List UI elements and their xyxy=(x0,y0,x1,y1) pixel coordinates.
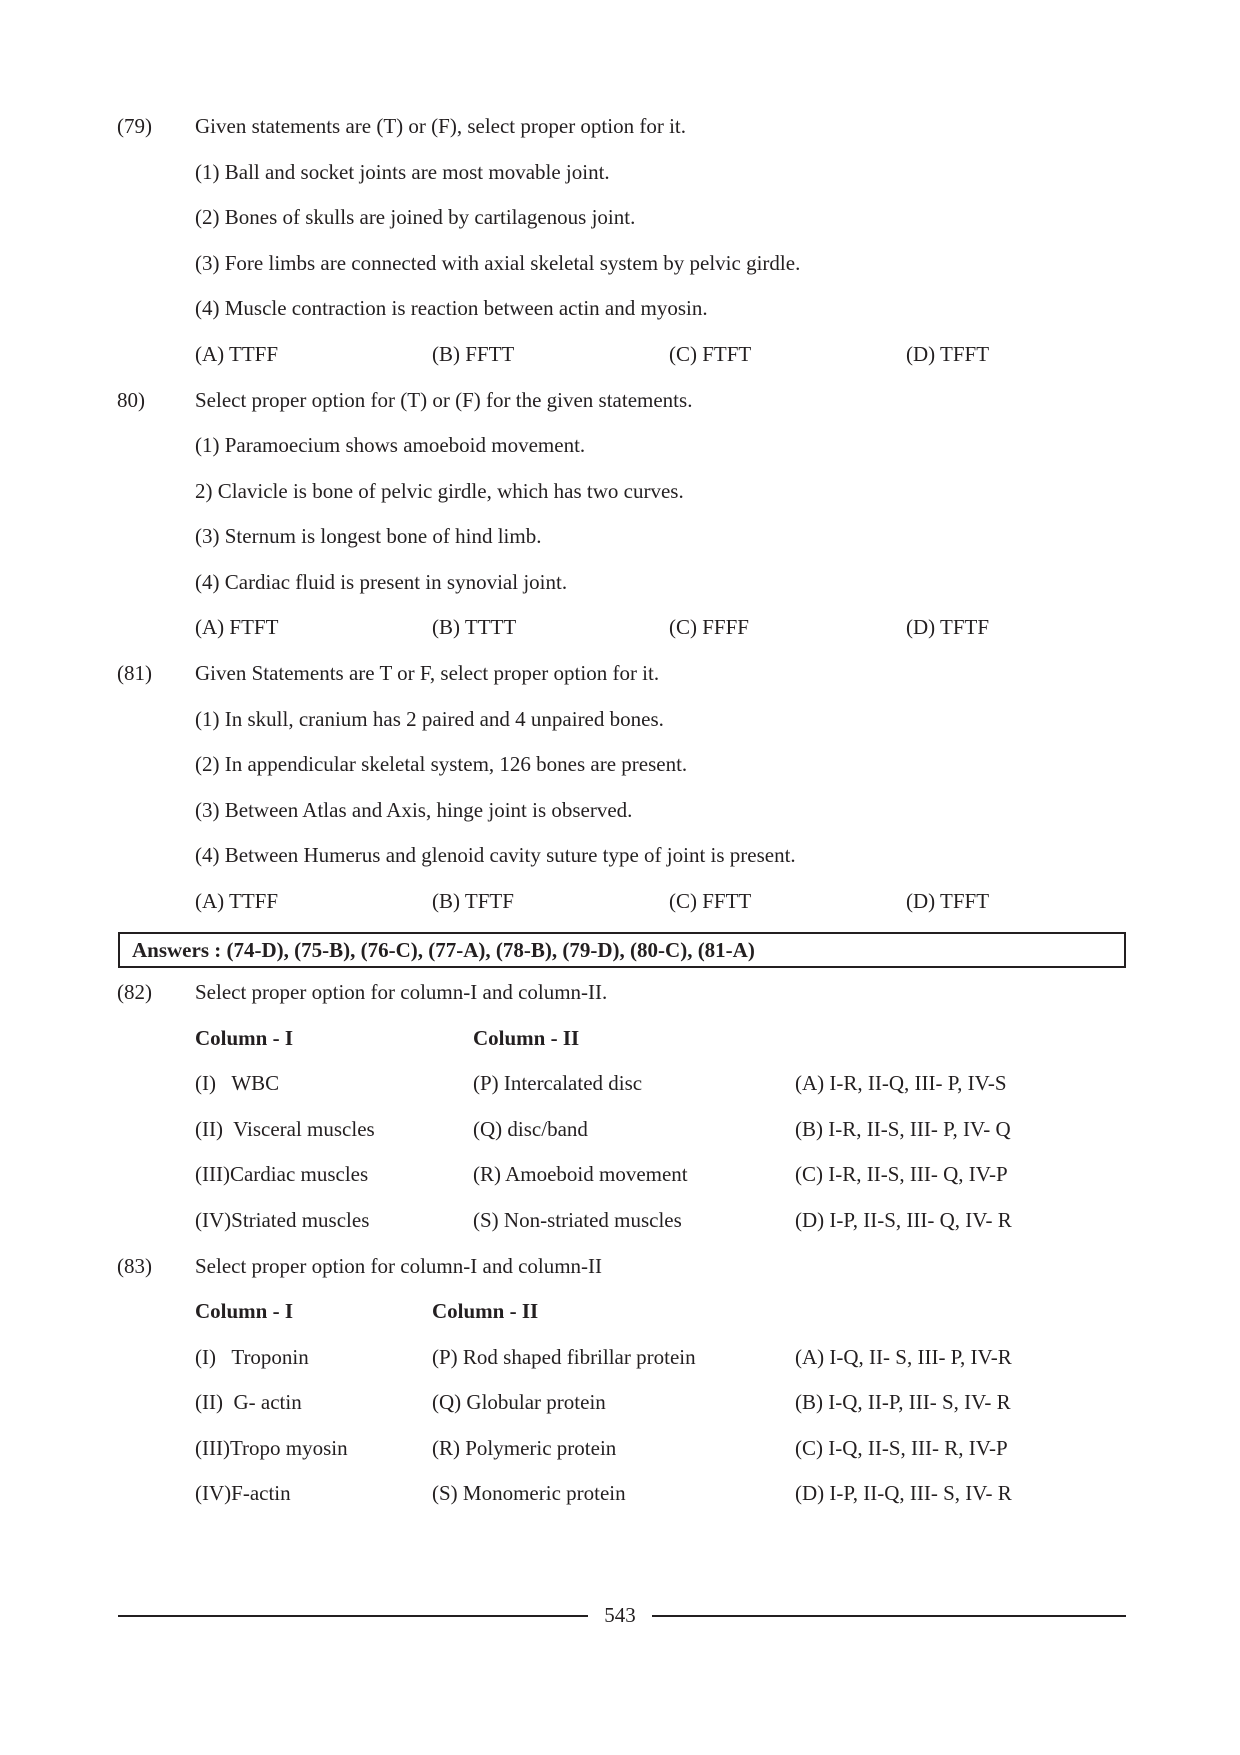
option-a: (A) TTFF xyxy=(195,342,279,366)
column-1-item: (III)Cardiac muscles xyxy=(195,1162,369,1186)
column-2-item: (S) Monomeric protein xyxy=(432,1481,626,1505)
column-2-item: (Q) disc/band xyxy=(473,1117,588,1141)
column-1-item: (IV)F-actin xyxy=(195,1481,291,1505)
option-b: (B) TTTT xyxy=(432,615,517,639)
statement: (3) Sternum is longest bone of hind limb. xyxy=(195,524,542,548)
option-a: (A) TTFF xyxy=(195,889,279,913)
option-c: (C) I-R, II-S, III- Q, IV-P xyxy=(795,1162,1008,1186)
option-c: (C) FFTT xyxy=(669,889,752,913)
statement: (1) In skull, cranium has 2 paired and 4 unpaired bones. xyxy=(195,707,664,731)
page-number: 543 xyxy=(604,1603,636,1627)
option-d: (D) TFFT xyxy=(906,342,990,366)
option-a: (A) I-R, II-Q, III- P, IV-S xyxy=(795,1071,1007,1095)
statement: (4) Between Humerus and glenoid cavity suture type of joint is present. xyxy=(195,843,796,867)
statement: (3) Fore limbs are connected with axial skeletal system by pelvic girdle. xyxy=(195,251,801,275)
column-2-item: (P) Intercalated disc xyxy=(473,1071,643,1095)
option-d: (D) I-P, II-S, III- Q, IV- R xyxy=(795,1208,1012,1232)
option-d: (D) TFFT xyxy=(906,889,990,913)
column-2-header: Column - II xyxy=(473,1026,580,1050)
statement: (1) Ball and socket joints are most movable joint. xyxy=(195,160,610,184)
statement: (3) Between Atlas and Axis, hinge joint is observed. xyxy=(195,798,633,822)
option-b: (B) I-R, II-S, III- P, IV- Q xyxy=(795,1117,1011,1141)
footer-rule-left xyxy=(118,1615,588,1617)
statement: (4) Cardiac fluid is present in synovial joint. xyxy=(195,570,568,594)
column-2-item: (S) Non-striated muscles xyxy=(473,1208,682,1232)
column-2-header: Column - II xyxy=(432,1299,539,1323)
column-1-item: (I) WBC xyxy=(195,1071,280,1095)
column-2-item: (Q) Globular protein xyxy=(432,1390,606,1414)
question-stem: Select proper option for (T) or (F) for the given statements. xyxy=(195,388,693,412)
question-stem: Select proper option for column-I and column-II. xyxy=(195,980,608,1004)
statement: (1) Paramoecium shows amoeboid movement. xyxy=(195,433,586,457)
question-number: (79) xyxy=(117,114,152,138)
column-1-item: (II) G- actin xyxy=(195,1390,302,1414)
statement: (2) In appendicular skeletal system, 126 bones are present. xyxy=(195,752,688,776)
column-1-item: (I) Troponin xyxy=(195,1345,309,1369)
question-stem: Select proper option for column-I and column-II xyxy=(195,1254,603,1278)
column-2-item: (R) Polymeric protein xyxy=(432,1436,617,1460)
question-number: (82) xyxy=(117,980,152,1004)
column-1-header: Column - I xyxy=(195,1026,294,1050)
column-1-item: (IV)Striated muscles xyxy=(195,1208,370,1232)
column-1-item: (III)Tropo myosin xyxy=(195,1436,348,1460)
option-b: (B) I-Q, II-P, III- S, IV- R xyxy=(795,1390,1011,1414)
question-number: (83) xyxy=(117,1254,152,1278)
statement: (4) Muscle contraction is reaction between actin and myosin. xyxy=(195,296,708,320)
option-d: (D) I-P, II-Q, III- S, IV- R xyxy=(795,1481,1012,1505)
option-c: (C) I-Q, II-S, III- R, IV-P xyxy=(795,1436,1008,1460)
option-b: (B) TFTF xyxy=(432,889,514,913)
option-b: (B) FFTT xyxy=(432,342,515,366)
question-stem: Given Statements are T or F, select proper option for it. xyxy=(195,661,660,685)
column-1-item: (II) Visceral muscles xyxy=(195,1117,375,1141)
question-stem: Given statements are (T) or (F), select proper option for it. xyxy=(195,114,687,138)
column-2-item: (R) Amoeboid movement xyxy=(473,1162,688,1186)
column-1-header: Column - I xyxy=(195,1299,294,1323)
option-d: (D) TFTF xyxy=(906,615,990,639)
option-a: (A) I-Q, II- S, III- P, IV-R xyxy=(795,1345,1012,1369)
footer-rule-right xyxy=(652,1615,1126,1617)
option-c: (C) FFFF xyxy=(669,615,749,639)
answers-box: Answers : (74-D), (75-B), (76-C), (77-A), (78-B), (79-D), (80-C), (81-A) xyxy=(118,932,1126,968)
question-number: (81) xyxy=(117,661,152,685)
statement: 2) Clavicle is bone of pelvic girdle, which has two curves. xyxy=(195,479,684,503)
option-a: (A) FTFT xyxy=(195,615,279,639)
option-c: (C) FTFT xyxy=(669,342,752,366)
column-2-item: (P) Rod shaped fibrillar protein xyxy=(432,1345,696,1369)
question-number: 80) xyxy=(117,388,145,412)
statement: (2) Bones of skulls are joined by cartilagenous joint. xyxy=(195,205,636,229)
